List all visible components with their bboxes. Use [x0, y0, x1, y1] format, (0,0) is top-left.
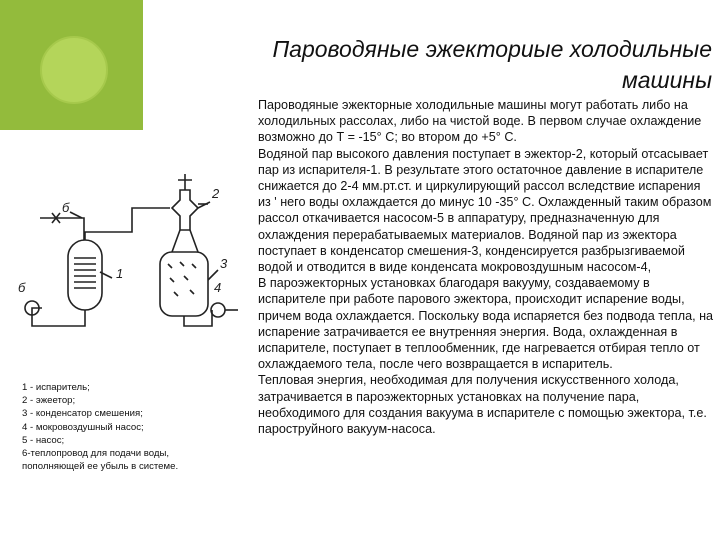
condenser-vessel	[160, 252, 208, 316]
decorative-green-panel	[0, 0, 143, 130]
evaporator-vessel	[68, 240, 102, 310]
vapor-line	[85, 208, 170, 240]
condenser-neck	[172, 230, 198, 252]
makeup-water-line	[40, 218, 84, 240]
wet-air-pump-4	[211, 303, 225, 317]
ejector-body	[172, 190, 198, 230]
condenser-spray	[168, 262, 196, 296]
evaporator-coil	[74, 258, 96, 288]
legend-item: 1 - испаритель;	[22, 382, 90, 393]
panel-divider	[143, 0, 148, 130]
label-3: 3	[220, 256, 228, 271]
paragraph-energy: Тепловая энергия, необходимая для получения искусственного холода, затрачивается в пароэжекторных установках на получение пара, необходимого для создания вакуума в испарителе с помощью эжектора, т.е. пароструйного вакуум-насоса.	[258, 373, 707, 437]
brine-outlet-line	[32, 308, 85, 326]
slide-title: Пароводяные эжекториые холодильные машины	[272, 36, 712, 93]
legend-item: 3 - конденсатор смешения;	[22, 408, 143, 420]
label-5: б	[18, 280, 26, 295]
legend-item: 4 - мокровоздушный насос;	[22, 421, 144, 433]
condensate-line	[184, 310, 212, 326]
label-4: 4	[214, 280, 222, 295]
label-2: 2	[212, 186, 220, 201]
paragraph-intro: Пароводяные эжекторные холодильные машины могут работать либо на холодильных рассолах, либо на чистой воде. В первом случае охлаждение возможно до Т = -15° С; во втором до +5° С.	[258, 98, 702, 145]
ejector-machine-diagram	[12, 160, 248, 360]
decorative-circle	[40, 36, 108, 104]
diagram-legend	[22, 381, 222, 473]
legend-item: 6-теплопровод для подачи воды, пополняющей ее убыль в системе.	[22, 448, 179, 473]
label-1: 1	[116, 266, 124, 281]
body-text	[258, 97, 714, 437]
paragraph-process: Водяной пар высокого давления поступает в эжектор-2, который отсасывает пар из испарителя-1. В результате этого остаточное давление в испарителе снижается до 2-4 мм.рт.ст. и циркулирующий рассол вследствие испарения из ' него воды охлаждается до минус 10 -35° С. Охлажденный таким образом рассол откачивается насосом-5 в аппаратуру, предназначенную для охлаждения перерабатываемых материалов. Водяной пар из эжектора поступает в конденсатор смешения-3, конденсируется разбрызгиваемой водой и отводится в виде конденсата мокровоздушным насосом-4,	[258, 146, 712, 275]
steam-inlet	[178, 174, 192, 190]
legend-item: 2 - эжеетор;	[22, 395, 76, 407]
paragraph-vacuum: В пароэжекторных установках благодаря вакууму, создаваемому в испарителе при работе парового эжектора, происходит испарение воды, причем вода охлаждается. Поскольку вода испаряется без подвода тепла, на испарение затрачивается ее внутренняя энергия. Вода, охлажденная в испарителе, поступает в теплообменник, где нагревается отбирая тепло от охлаждаемого тела, после чего возвращается в испаритель.	[258, 276, 714, 372]
legend-item: 5 - насос;	[22, 434, 65, 446]
label-6: б	[62, 200, 70, 215]
